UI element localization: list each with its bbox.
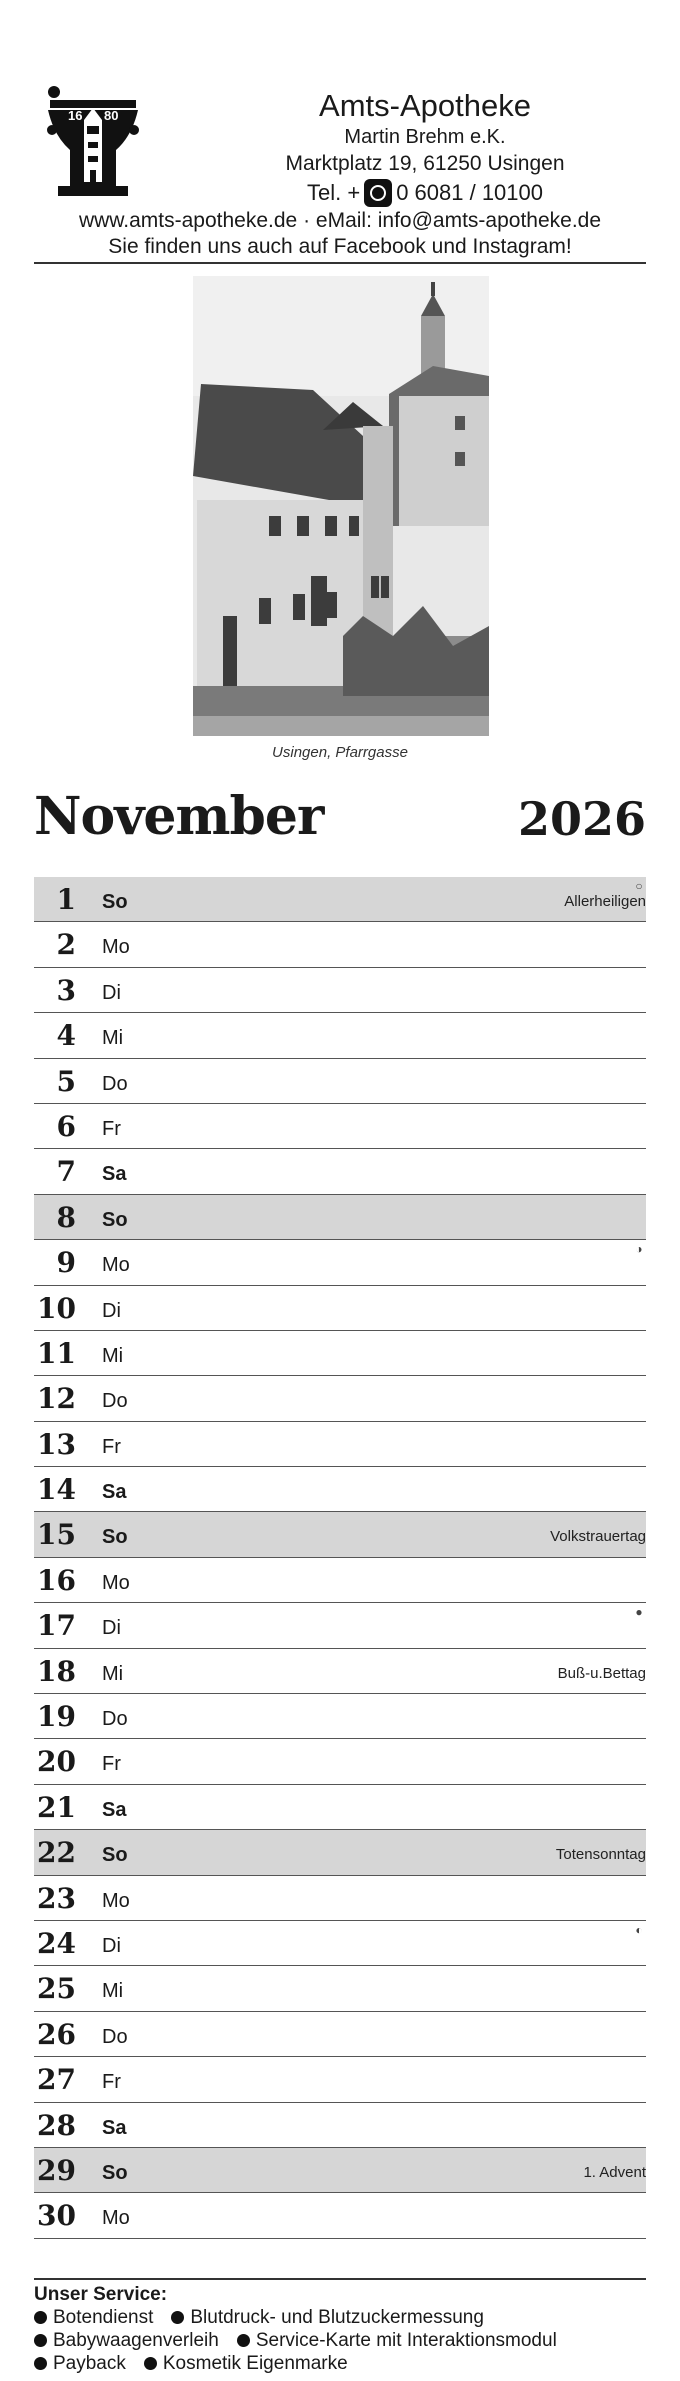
service-item-label: Kosmetik Eigenmarke — [162, 2353, 348, 2374]
weekday-name: Di — [102, 1299, 121, 1322]
day-number: 21 — [37, 1790, 76, 1824]
whatsapp-icon — [364, 179, 392, 207]
day-number: 18 — [37, 1654, 76, 1688]
weekday-name: Do — [102, 1390, 128, 1413]
weekday-name: Mi — [102, 1980, 124, 2003]
weekday-name: Mi — [102, 1027, 124, 1050]
service-list — [34, 2306, 674, 2375]
social-media-note: Sie finden uns auch auf Facebook und Instagram! — [108, 235, 572, 258]
photo-caption: Usingen, Pfarrgasse — [272, 744, 408, 761]
bullet-icon — [144, 2357, 157, 2370]
day-row — [34, 1376, 646, 1421]
day-number: 29 — [37, 2153, 76, 2187]
weekday-name: Di — [102, 981, 121, 1004]
service-row — [34, 2352, 674, 2375]
weekday-name: Sa — [102, 2116, 127, 2139]
day-number: 20 — [37, 1745, 76, 1779]
service-item-label: Babywaagenverleih — [53, 2330, 219, 2351]
pharmacy-name: Amts-Apotheke — [319, 88, 531, 123]
weekday-name: So — [102, 2161, 128, 2184]
day-row — [34, 922, 646, 967]
weekday-name: So — [102, 1526, 128, 1549]
day-number: 19 — [37, 1700, 76, 1734]
service-item — [34, 2307, 153, 2328]
service-item — [34, 2353, 126, 2374]
day-row — [34, 1512, 646, 1557]
service-item — [171, 2307, 484, 2328]
service-row — [34, 2329, 674, 2352]
weekday-name: So — [102, 891, 128, 913]
holiday-note: 1. Advent — [583, 2163, 646, 2181]
weekday-name: Do — [102, 1708, 128, 1731]
weekday-name: Mi — [102, 1344, 124, 1367]
day-row — [34, 1195, 646, 1240]
year-title: 2026 — [517, 792, 646, 846]
service-row — [34, 2306, 674, 2329]
service-section — [34, 2283, 674, 2375]
day-row — [34, 968, 646, 1013]
day-number: 27 — [37, 2063, 76, 2097]
day-row — [34, 1603, 646, 1648]
last-quarter-moon-icon: ◑ — [635, 1242, 643, 1257]
day-row — [34, 1785, 646, 1830]
day-number: 11 — [37, 1336, 76, 1370]
day-row — [34, 1149, 646, 1194]
bullet-icon — [34, 2334, 47, 2347]
day-row — [34, 1240, 646, 1285]
day-number: 28 — [37, 2108, 76, 2142]
day-number: 26 — [37, 2017, 76, 2051]
day-number: 1 — [56, 883, 76, 916]
day-number: 4 — [56, 1019, 76, 1053]
day-number: 2 — [56, 928, 76, 962]
day-number: 25 — [37, 1972, 76, 2006]
day-row — [34, 1649, 646, 1694]
day-row — [34, 2193, 646, 2238]
day-number: 22 — [37, 1836, 76, 1870]
service-item — [144, 2353, 348, 2374]
holiday-note: Volkstrauertag — [550, 1528, 646, 1546]
day-row — [34, 877, 646, 922]
day-row — [34, 2103, 646, 2148]
phone-prefix: Tel. + — [306, 180, 361, 205]
service-title: Unser Service: — [34, 2284, 168, 2305]
service-item — [34, 2330, 219, 2351]
day-number: 30 — [37, 2199, 76, 2233]
day-row — [34, 1739, 646, 1784]
pharmacy-address: Marktplatz 19, 61250 Usingen — [285, 152, 565, 175]
day-number: 17 — [37, 1609, 76, 1643]
day-row — [34, 1921, 646, 1966]
service-item-label: Payback — [53, 2353, 126, 2374]
web-and-email: www.amts-apotheke.de · eMail: info@amts-apotheke.de — [78, 209, 602, 232]
bullet-icon — [34, 2311, 47, 2324]
logo-year-left: 16 — [68, 108, 83, 123]
day-row — [34, 2012, 646, 2057]
day-row — [34, 1694, 646, 1739]
day-row — [34, 1286, 646, 1331]
weekday-name: Sa — [102, 1163, 127, 1186]
weekday-name: So — [102, 1844, 128, 1867]
day-list — [34, 877, 646, 2239]
service-item-label: Service-Karte mit Interaktionsmodul — [255, 2330, 557, 2351]
weekday-name: Fr — [102, 1435, 121, 1458]
day-row — [34, 1966, 646, 2011]
pharmacy-phone — [40, 178, 640, 208]
day-number: 3 — [56, 973, 76, 1007]
weekday-name: Mo — [102, 1254, 130, 1277]
weekday-name: Mo — [102, 1889, 130, 1912]
bullet-icon — [34, 2357, 47, 2370]
logo-year-right: 80 — [104, 108, 119, 123]
day-number: 12 — [37, 1382, 76, 1416]
holiday-note: Totensonntag — [555, 1846, 646, 1864]
weekday-name: So — [102, 1208, 128, 1231]
holiday-note: Buß-u.Bettag — [557, 1664, 646, 1682]
weekday-name: Fr — [102, 1753, 121, 1776]
day-row — [34, 2148, 646, 2193]
weekday-name: Di — [102, 1617, 121, 1640]
pharmacy-owner: Martin Brehm e.K. — [344, 126, 506, 148]
phone-number: 0 6081 / 10100 — [396, 180, 543, 205]
weekday-name: Sa — [102, 1798, 127, 1821]
day-row — [34, 1104, 646, 1149]
day-number: 7 — [56, 1155, 76, 1189]
service-item — [237, 2330, 557, 2351]
day-number: 9 — [56, 1246, 76, 1280]
pfarrgasse-photo — [193, 276, 489, 736]
day-number: 23 — [37, 1881, 76, 1915]
day-number: 14 — [37, 1473, 76, 1507]
day-row — [34, 2057, 646, 2102]
weekday-name: Fr — [102, 2071, 121, 2094]
weekday-name: Mi — [102, 1662, 124, 1685]
day-number: 16 — [37, 1563, 76, 1597]
service-divider — [34, 2278, 646, 2280]
full-moon-icon: ○ — [635, 879, 643, 893]
day-row — [34, 1558, 646, 1603]
weekday-name: Mo — [102, 936, 130, 959]
day-row — [34, 1876, 646, 1921]
service-item-label: Blutdruck- und Blutzuckermessung — [190, 2307, 484, 2328]
day-number: 5 — [56, 1064, 76, 1098]
holiday-note: Allerheiligen — [564, 893, 646, 910]
day-number: 6 — [56, 1109, 76, 1143]
month-title: November — [34, 786, 324, 847]
header-divider — [34, 262, 646, 264]
day-row — [34, 1422, 646, 1467]
day-row — [34, 1830, 646, 1875]
day-row — [34, 1013, 646, 1058]
new-moon-icon: ● — [635, 1605, 643, 1620]
weekday-name: Di — [102, 1934, 121, 1957]
day-row — [34, 1331, 646, 1376]
day-number: 13 — [37, 1427, 76, 1461]
service-item-label: Botendienst — [53, 2307, 154, 2328]
first-quarter-moon-icon: ◐ — [635, 1922, 643, 1937]
bullet-icon — [237, 2334, 250, 2347]
weekday-name: Mo — [102, 2207, 130, 2230]
weekday-name: Do — [102, 2025, 128, 2048]
weekday-name: Mo — [102, 1571, 130, 1594]
day-number: 15 — [37, 1518, 76, 1552]
day-row — [34, 1059, 646, 1104]
bullet-icon — [171, 2311, 184, 2324]
day-number: 10 — [37, 1291, 76, 1325]
weekday-name: Fr — [102, 1117, 121, 1140]
day-number: 8 — [56, 1200, 76, 1234]
day-row — [34, 1467, 646, 1512]
day-number: 24 — [37, 1926, 76, 1960]
weekday-name: Do — [102, 1072, 128, 1095]
weekday-name: Sa — [102, 1481, 127, 1504]
pharmacy-header — [40, 88, 640, 260]
